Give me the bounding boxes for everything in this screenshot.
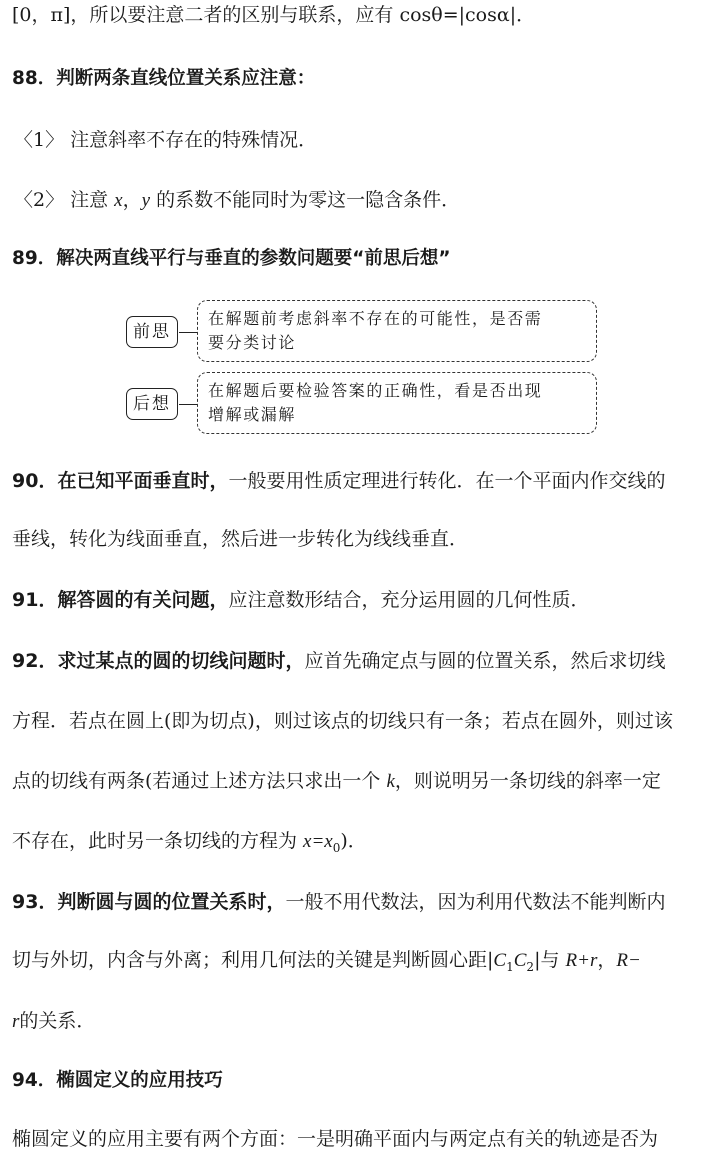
math-k: k bbox=[386, 771, 395, 792]
math-r: r bbox=[12, 1011, 20, 1032]
para-92-rest: 应首先确定点与圆的位置关系，然后求切线 bbox=[304, 650, 666, 672]
item-88-2-text-b: ， bbox=[122, 189, 142, 211]
continuation-line bbox=[12, 2, 710, 28]
post-connector bbox=[179, 404, 197, 405]
item-88-2-text-c: 的系数不能同时为零这一隐含条件． bbox=[150, 189, 461, 211]
math-x: x bbox=[114, 190, 123, 211]
math-sub-2: 2 bbox=[526, 959, 535, 974]
pre-think-box bbox=[197, 300, 597, 362]
math-r-plus-r: R+r bbox=[565, 950, 598, 971]
para-93-rest: 一般不用代数法，因为利用代数法不能判断内 bbox=[285, 891, 666, 913]
heading-88: 88．判断两条直线位置关系应注意： bbox=[12, 68, 316, 89]
para-93-l2-b: |与 bbox=[534, 949, 566, 971]
pre-think-text-2: 要分类讨论 bbox=[208, 333, 297, 352]
post-think-box bbox=[197, 372, 597, 434]
think-before-after-diagram bbox=[122, 296, 602, 436]
item-88-2 bbox=[14, 187, 710, 214]
post-think-text-2: 增解或漏解 bbox=[208, 405, 297, 424]
para-92-l4-a: 不存在，此时另一条切线的方程为 bbox=[12, 830, 304, 852]
math-c2: C bbox=[513, 950, 527, 971]
heading-89: 89．解决两直线平行与垂直的参数问题要“前思后想” bbox=[12, 248, 451, 269]
math-y: y bbox=[141, 190, 151, 211]
para-93-line-2 bbox=[12, 947, 710, 980]
para-93-line-3 bbox=[12, 1008, 710, 1035]
para-91 bbox=[12, 587, 710, 613]
para-90-line-2: 垂线，转化为线面垂直，然后进一步转化为线线垂直． bbox=[12, 528, 469, 550]
math-sub-1: 1 bbox=[506, 959, 514, 974]
heading-94: 94．椭圆定义的应用技巧 bbox=[12, 1070, 223, 1091]
para-92-lead: 92．求过某点的圆的切线问题时， bbox=[12, 650, 305, 672]
para-92-l3-b: ，则说明另一条切线的斜率一定 bbox=[394, 770, 661, 792]
para-90-rest: 一般要用性质定理进行转化．在一个平面内作交线的 bbox=[228, 470, 666, 492]
pre-connector bbox=[179, 332, 197, 333]
item-88-1: 〈1〉 注意斜率不存在的特殊情况． bbox=[14, 129, 318, 151]
para-93-l2-a: 切与外切，内含与外离；利用几何法的关键是判断圆心距| bbox=[12, 949, 494, 971]
item-88-2-text-a: 〈2〉 注意 bbox=[14, 189, 115, 211]
math-r-minus: R− bbox=[616, 950, 641, 971]
math-sub-0: 0 bbox=[332, 840, 341, 855]
para-92-line-1 bbox=[12, 648, 710, 674]
pre-think-label: 前思 bbox=[126, 316, 178, 348]
math-c1: C bbox=[493, 950, 507, 971]
para-93-line-1 bbox=[12, 889, 710, 915]
para-92-l3-a: 点的切线有两条(若通过上述方法只求出一个 bbox=[12, 770, 387, 792]
para-90-line-1 bbox=[12, 468, 710, 494]
para-93-lead: 93．判断圆与圆的位置关系时， bbox=[12, 891, 286, 913]
math-x-eq-x0: x=x bbox=[303, 831, 333, 852]
para-92-line-3 bbox=[12, 768, 710, 795]
para-93-l3-b: 的关系． bbox=[19, 1010, 96, 1032]
para-93-l2-c: ， bbox=[597, 949, 617, 971]
para-94-line-1: 椭圆定义的应用主要有两个方面：一是明确平面内与两定点有关的轨迹是否为 bbox=[12, 1128, 659, 1150]
post-think-text-1: 在解题后要检验答案的正确性，看是否出现 bbox=[208, 381, 543, 400]
pre-think-text-1: 在解题前考虑斜率不存在的可能性，是否需 bbox=[208, 309, 543, 328]
continuation-text: [0，π]，所以要注意二者的区别与联系，应有 cosθ=|cosα|． bbox=[12, 4, 536, 26]
para-91-rest: 应注意数形结合，充分运用圆的几何性质． bbox=[228, 589, 590, 611]
para-90-lead: 90．在已知平面垂直时， bbox=[12, 470, 229, 492]
para-92-line-4 bbox=[12, 828, 710, 861]
para-91-lead: 91．解答圆的有关问题， bbox=[12, 589, 229, 611]
para-92-line-2: 方程．若点在圆上(即为切点)，则过该点的切线只有一条；若点在圆外，则过该 bbox=[12, 710, 673, 732]
post-think-label: 后想 bbox=[126, 388, 178, 420]
para-92-l4-b: )． bbox=[340, 830, 367, 852]
